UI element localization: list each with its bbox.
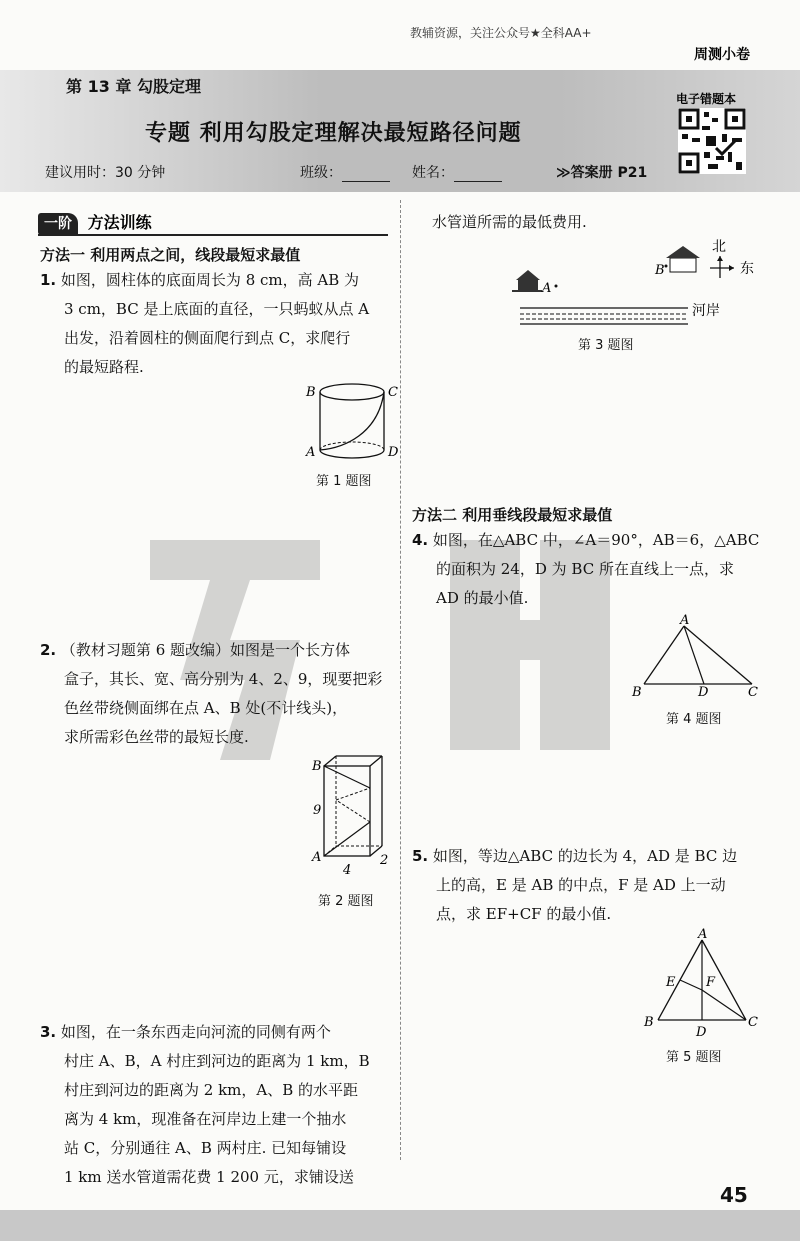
question-4-line-2: 的面积为 24，D 为 BC 所在直线上一点，求 bbox=[436, 560, 734, 578]
fig5-label-B: B bbox=[644, 1015, 654, 1030]
name-label: 姓名： bbox=[412, 165, 454, 181]
question-1-number: 1. bbox=[40, 271, 57, 289]
figure-3-river bbox=[508, 232, 778, 338]
question-2-number: 2. bbox=[40, 641, 57, 659]
fig2-label-width: 2 bbox=[380, 853, 389, 868]
figure-1-caption: 第 1 题图 bbox=[316, 474, 372, 489]
page-number: 45 bbox=[720, 1183, 748, 1207]
figure-1-cylinder bbox=[304, 378, 404, 464]
figure-4-caption: 第 4 题图 bbox=[666, 712, 722, 727]
question-5-number: 5. bbox=[412, 847, 429, 865]
qr-label: 电子错题本 bbox=[676, 92, 737, 106]
section-underline bbox=[38, 234, 388, 236]
fig1-label-D: D bbox=[388, 445, 399, 460]
question-1-line-1: 如图，圆柱体的底面周长为 8 cm，高 AB 为 bbox=[60, 271, 360, 289]
question-3-line-2: 村庄 A、B，A 村庄到河边的距离为 1 km，B bbox=[64, 1052, 370, 1070]
series-label: 周测小卷 bbox=[694, 47, 750, 63]
question-1-line-4: 的最短路程. bbox=[64, 358, 144, 376]
question-3-number: 3. bbox=[40, 1023, 57, 1041]
question-3-line-1: 如图，在一条东西走向河流的同侧有两个 bbox=[60, 1023, 331, 1041]
time-suggestion: 建议用时：30 分钟 bbox=[45, 165, 166, 181]
fig5-label-A: A bbox=[698, 927, 708, 942]
fig3-riverbank-label: 河岸 bbox=[692, 303, 720, 319]
question-4-number: 4. bbox=[412, 531, 429, 549]
question-3-line-3: 村庄到河边的距离为 2 km，A、B 的水平距 bbox=[64, 1081, 359, 1099]
fig2-label-B: B bbox=[312, 759, 322, 774]
fig2-label-A: A bbox=[312, 850, 322, 865]
question-5 bbox=[412, 842, 737, 929]
fig3-label-A: A bbox=[542, 281, 552, 296]
class-blank[interactable] bbox=[342, 167, 390, 182]
question-2-line-1: （教材习题第 6 题改编）如图是一个长方体 bbox=[60, 641, 351, 659]
question-1-line-3: 出发，沿着圆柱的侧面爬行到点 C，求爬行 bbox=[64, 329, 351, 347]
question-3 bbox=[40, 1018, 370, 1192]
fig3-east-label: 东 bbox=[740, 261, 754, 277]
fig5-label-C: C bbox=[748, 1015, 758, 1030]
fig4-label-A: A bbox=[680, 613, 690, 628]
question-1 bbox=[40, 266, 369, 382]
question-2-line-4: 求所需彩色丝带的最短长度. bbox=[64, 728, 249, 746]
class-label: 班级： bbox=[300, 165, 342, 181]
name-blank[interactable] bbox=[454, 167, 502, 182]
section-header bbox=[38, 210, 152, 234]
qr-code-icon[interactable] bbox=[678, 108, 746, 174]
question-3-continuation: 水管道所需的最低费用. bbox=[432, 213, 587, 231]
method-1-heading: 方法一 利用两点之间，线段最短求最值 bbox=[40, 246, 301, 264]
figure-2-box bbox=[310, 752, 394, 880]
answer-reference: ≫答案册 P21 bbox=[556, 165, 648, 181]
fig3-label-B: B bbox=[655, 263, 665, 278]
name-field bbox=[412, 162, 502, 182]
figure-4-triangle bbox=[630, 612, 764, 700]
section-tag: 一阶 bbox=[38, 213, 78, 235]
chapter-label: 第 13 章 勾股定理 bbox=[66, 77, 201, 96]
question-4 bbox=[412, 526, 759, 613]
question-4-line-1: 如图，在△ABC 中，∠A＝90°，AB＝6，△ABC bbox=[432, 531, 760, 549]
figure-5-triangle bbox=[640, 926, 766, 1040]
fig5-label-E: E bbox=[666, 975, 676, 990]
question-3-line-4: 离为 4 km，现准备在河岸边上建一个抽水 bbox=[64, 1110, 347, 1128]
question-5-line-3: 点，求 EF+CF 的最小值. bbox=[436, 905, 612, 923]
question-2-line-3: 色丝带绕侧面绑在点 A、B 处(不计线头)， bbox=[64, 699, 348, 717]
fig1-label-A: A bbox=[306, 445, 316, 460]
question-4-line-3: AD 的最小值. bbox=[436, 589, 529, 607]
promo-text: 教辅资源，关注公众号★全科AA+ bbox=[410, 26, 592, 40]
class-field bbox=[300, 162, 390, 182]
page-bottom-edge bbox=[0, 1210, 800, 1241]
method-2-heading: 方法二 利用垂线段最短求最值 bbox=[412, 506, 613, 524]
fig1-label-B: B bbox=[306, 385, 316, 400]
fig5-label-F: F bbox=[706, 975, 716, 990]
fig2-label-height: 9 bbox=[313, 803, 322, 818]
question-2 bbox=[40, 636, 382, 752]
column-divider bbox=[400, 200, 401, 1160]
question-3-line-5: 站 C，分别通往 A、B 两村庄. 已知每铺设 bbox=[64, 1139, 347, 1157]
page-title: 专题 利用勾股定理解决最短路径问题 bbox=[145, 121, 522, 146]
question-2-line-2: 盒子，其长、宽、高分别为 4、2、9，现要把彩 bbox=[64, 670, 383, 688]
fig2-label-length: 4 bbox=[343, 863, 352, 878]
question-5-line-2: 上的高，E 是 AB 的中点，F 是 AD 上一动 bbox=[436, 876, 726, 894]
fig4-label-C: C bbox=[748, 685, 758, 700]
fig1-label-C: C bbox=[388, 385, 398, 400]
question-5-line-1: 如图，等边△ABC 的边长为 4，AD 是 BC 边 bbox=[432, 847, 738, 865]
figure-5-caption: 第 5 题图 bbox=[666, 1050, 722, 1065]
figure-3-caption: 第 3 题图 bbox=[578, 338, 634, 353]
question-1-line-2: 3 cm，BC 是上底面的直径，一只蚂蚁从点 A bbox=[64, 300, 370, 318]
fig5-label-D: D bbox=[696, 1025, 707, 1040]
fig4-label-D: D bbox=[698, 685, 709, 700]
figure-2-caption: 第 2 题图 bbox=[318, 894, 374, 909]
fig3-north-label: 北 bbox=[712, 239, 726, 255]
section-title: 方法训练 bbox=[87, 213, 152, 232]
question-3-line-6: 1 km 送水管道需花费 1 200 元，求铺设送 bbox=[64, 1168, 354, 1186]
fig4-label-B: B bbox=[632, 685, 642, 700]
